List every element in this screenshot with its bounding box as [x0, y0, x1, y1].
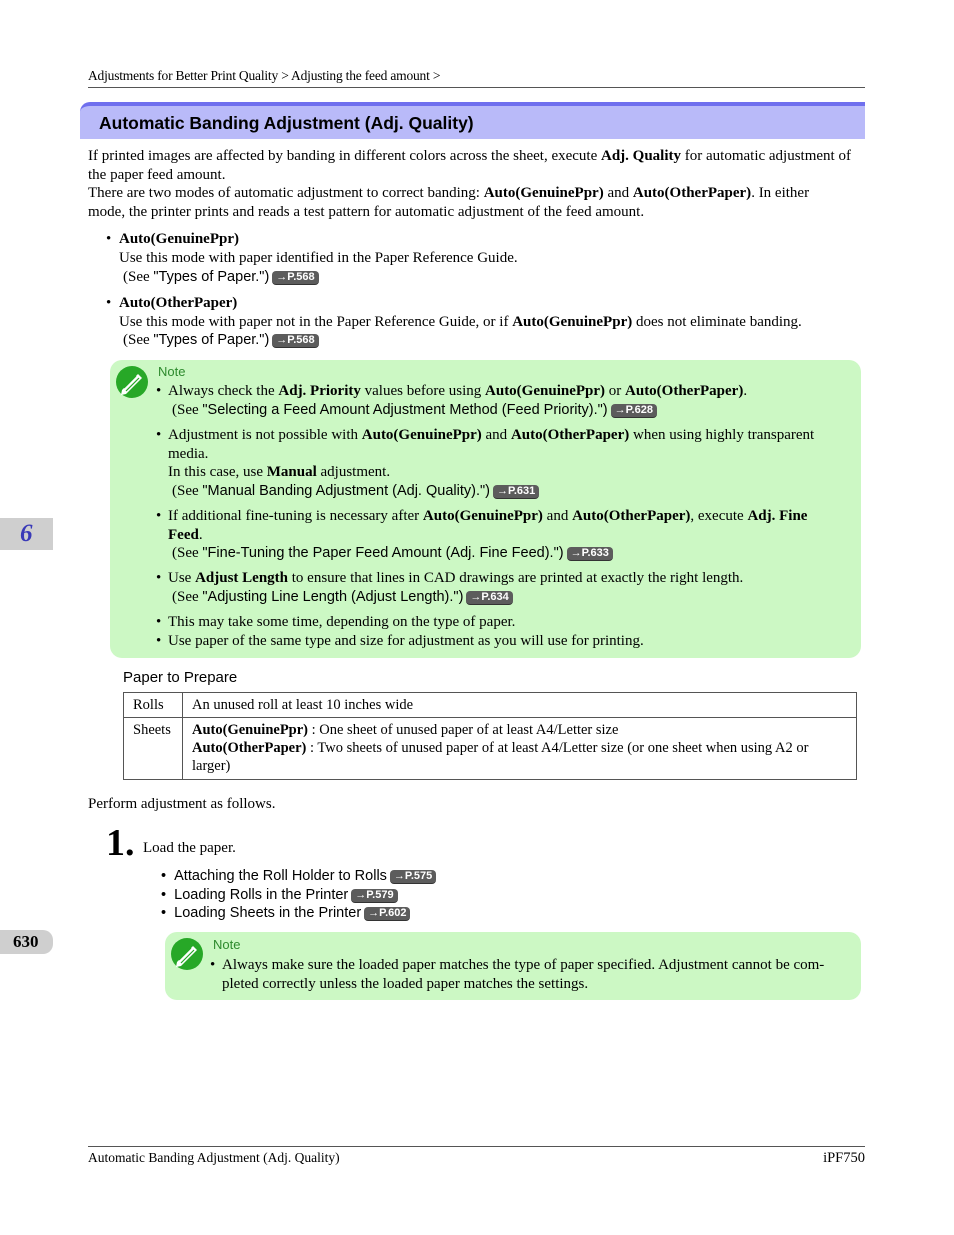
table-row	[124, 718, 857, 780]
page-title: Automatic Banding Adjustment (Adj. Quality)	[99, 113, 474, 133]
mode-desc-other: Use this mode with paper not in the Paper Reference Guide, or if Auto(GenuinePpr) does not eliminate banding.	[119, 314, 802, 330]
reference-link[interactable]: "Types of Paper.")	[153, 269, 270, 285]
table-cell-label: Rolls	[124, 693, 183, 718]
step-text: Load the paper.	[143, 840, 236, 856]
page-number-tab	[0, 930, 53, 954]
chapter-number: 6	[20, 520, 33, 547]
table-cell-value: An unused roll at least 10 inches wide	[183, 693, 857, 718]
see-reference: (See "Adjusting Line Length (Adjust Length).") →P.634	[172, 588, 513, 607]
reference-link[interactable]: "Adjusting Line Length (Adjust Length).")	[202, 589, 464, 605]
section-title-bar	[80, 102, 865, 139]
link-list	[161, 867, 436, 923]
intro-paragraph-1: If printed images are affected by banding in different colors across the sheet, execute Adj. Quality for automatic adjustment of the paper feed amount.	[88, 148, 851, 183]
mode-title-genuine: Auto(GenuinePpr)	[119, 231, 239, 247]
page-ref-badge[interactable]: →P.602	[364, 907, 410, 921]
mode-desc-genuine: Use this mode with paper identified in the Paper Reference Guide.	[119, 250, 518, 266]
page-ref-badge[interactable]: →P.628	[611, 404, 657, 418]
header-divider	[88, 87, 865, 88]
footer-model-name: iPF750	[823, 1150, 865, 1166]
note-label: Note	[158, 364, 186, 379]
page-ref-badge[interactable]: →P.579	[351, 889, 397, 903]
see-reference: (See "Selecting a Feed Amount Adjustment Method (Feed Priority).") →P.628	[172, 401, 657, 420]
reference-link[interactable]: Loading Rolls in the Printer	[174, 886, 349, 903]
reference-link[interactable]: "Selecting a Feed Amount Adjustment Method (Feed Priority).")	[202, 402, 608, 418]
page-number: 630	[13, 932, 39, 951]
page-ref-badge[interactable]: →P.568	[272, 334, 318, 348]
breadcrumb: Adjustments for Better Print Quality > Adjusting the feed amount >	[88, 68, 441, 83]
note-box	[165, 932, 861, 1000]
note-text: Always make sure the loaded paper matches the type of paper specified. Adjustment cannot be com-	[222, 957, 825, 973]
see-reference: (See "Types of Paper.") →P.568	[123, 331, 319, 350]
table-row	[124, 693, 857, 718]
bullet: •	[106, 295, 112, 311]
list-item: • Loading Sheets in the Printer →P.602	[161, 904, 436, 923]
perform-text: Perform adjustment as follows.	[88, 796, 276, 812]
table-cell-value: Auto(GenuinePpr) : One sheet of unused paper of at least A4/Letter size Auto(OtherPaper) : Two sheets of unused paper of at least A4/Letter size (or one sheet when using A2 or larger)	[183, 718, 857, 780]
pencil-note-icon	[116, 366, 148, 398]
reference-link[interactable]: "Types of Paper.")	[153, 332, 270, 348]
page-ref-badge[interactable]: →P.575	[390, 870, 436, 884]
note-label: Note	[213, 937, 241, 952]
footer-divider	[88, 1146, 865, 1147]
see-reference: (See "Manual Banding Adjustment (Adj. Quality).") →P.631	[172, 482, 539, 501]
intro-paragraph-2: There are two modes of automatic adjustment to correct banding: Auto(GenuinePpr) and Auto(OtherPaper). In either mode, the printer prints and reads a test pattern for automatic adjustment of the feed amount.	[88, 185, 810, 220]
reference-link[interactable]: "Fine-Tuning the Paper Feed Amount (Adj. Fine Feed).")	[202, 545, 564, 561]
page-ref-badge[interactable]: →P.568	[272, 271, 318, 285]
step-number: 1.	[106, 822, 135, 864]
see-reference: (See "Types of Paper.") →P.568	[123, 268, 319, 287]
list-item: • Attaching the Roll Holder to Rolls →P.575	[161, 867, 436, 886]
page-ref-badge[interactable]: →P.633	[567, 547, 613, 561]
see-reference: (See "Fine-Tuning the Paper Feed Amount (Adj. Fine Feed).") →P.633	[172, 544, 613, 563]
paper-table	[123, 692, 857, 780]
footer-section-title: Automatic Banding Adjustment (Adj. Quality)	[88, 1150, 340, 1165]
note-box: Note • Always check the Adj. Priority values before using Auto(GenuinePpr) or Auto(OtherPaper). (See "Selecting a Feed Amount Adjustment Method (Feed Priority).") →P.628 • Adjustment is not possible with Auto(GenuinePpr) and Auto(OtherPaper) when using highly transparent media. In this case, use Manual adjustment. (See "Manual Banding Adjustment (Adj. Quality).") →P.631 • If additional fine-tuning is necessary after Auto(GenuinePpr) and Auto(OtherPaper), execute Adj. Fine Feed. (See "Fine-Tuning the Paper Feed Amount (Adj. Fine Feed).") →P.633 • Use Adjust Length to ensure that lines in CAD drawings are printed at exactly the right length. (See "Adjusting Line Length (Adjust Length).") →P.634 • This may take some time, depending on the type of paper. • Use paper of the same type and size for adjustment as you will use for printing.	[110, 360, 861, 658]
table-cell-label: Sheets	[124, 718, 183, 780]
reference-link[interactable]: Attaching the Roll Holder to Rolls	[174, 868, 387, 884]
note-text: pleted correctly unless the loaded paper matches the settings.	[222, 976, 589, 992]
reference-link[interactable]: "Manual Banding Adjustment (Adj. Quality).")	[202, 483, 490, 499]
chapter-tab[interactable]	[0, 518, 53, 550]
list-item: • Loading Rolls in the Printer →P.579	[161, 886, 436, 905]
prepare-heading: Paper to Prepare	[123, 669, 238, 686]
bullet: •	[106, 231, 112, 247]
mode-title-other: Auto(OtherPaper)	[119, 295, 238, 311]
page-ref-badge[interactable]: →P.631	[493, 485, 539, 499]
page-ref-badge[interactable]: →P.634	[466, 591, 512, 605]
reference-link[interactable]: Loading Sheets in the Printer	[174, 905, 362, 921]
pencil-note-icon	[171, 938, 203, 970]
bullet: •	[210, 957, 216, 973]
